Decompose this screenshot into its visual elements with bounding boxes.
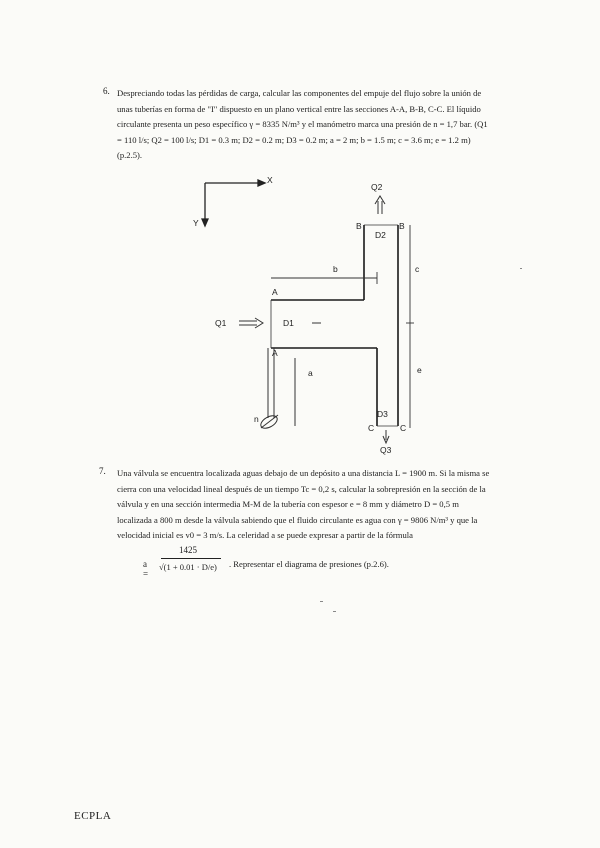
section-a-top: A [272, 287, 278, 297]
problem-7-line: Una válvula se encuentra localizada aguas debajo de un depósito a una distancia L = 1900 m. Si la misma se [117, 468, 490, 478]
d3-label: D3 [377, 409, 388, 419]
y-axis-label: Y [193, 218, 199, 228]
d2-label: D2 [375, 230, 386, 240]
problem-7-statement [117, 466, 524, 544]
manometer-label: n [254, 414, 259, 424]
dim-e-label: e [417, 365, 422, 375]
scan-speck [320, 601, 323, 602]
dim-b-line [271, 272, 377, 284]
formula-denominator: √(1 + 0.01 · D/e) [159, 562, 217, 572]
x-axis-label: X [267, 175, 273, 185]
dim-c-label: c [415, 264, 420, 274]
q1-arrow [239, 318, 263, 328]
problem-7-line: velocidad inicial es v0 = 3 m/s. La celeridad a se puede expresar a partir de la fórmula [117, 530, 413, 541]
problem-6-line: Despreciando todas las pérdidas de carga, calcular las componentes del empuje del flujo sobre la unión de [117, 88, 482, 98]
dim-a-label: a [308, 368, 313, 378]
problem-6-line: = 110 l/s; Q2 = 100 l/s; D1 = 0.3 m; D2 = 0.2 m; D3 = 0.2 m; a = 2 m; b = 1.5 m; c = 3.6 m; e = 1.2 m) [117, 134, 471, 145]
problem-6-line: circulante presenta un peso específico γ = 8335 N/m³ y el manómetro marca una presión de n = 1,7 bar. (Q1 [117, 119, 488, 130]
dim-ce-line [406, 225, 414, 428]
problem-6-line: (p.2.5). [117, 150, 143, 161]
problem-6-number: 6. [103, 86, 110, 96]
pipe-junction-diagram [185, 168, 425, 458]
formula-lhs: a = [143, 559, 149, 579]
problem-6-statement [117, 86, 524, 164]
formula-numerator: 1425 [179, 545, 197, 555]
problem-7-number: 7. [99, 466, 106, 476]
formula-tail: . Representar el diagrama de presiones (p.2.6). [229, 559, 389, 569]
section-b-right: B [399, 221, 405, 231]
manometer-gauge [259, 413, 280, 431]
section-c-right: C [400, 423, 407, 433]
section-b-left: B [356, 221, 362, 231]
problem-7-line: localizada a 800 m desde la válvula sabiendo que el fluido circulante es agua con γ = 9806 N/m³ y que la [117, 514, 478, 525]
problem-7-line: válvula y en una sección intermedia M-M de la tubería con espesor e = 8 mm y diámetro D = 0,5 m [117, 499, 459, 510]
axes [202, 180, 265, 226]
q3-arrow [383, 430, 389, 443]
q3-label: Q3 [380, 445, 392, 455]
section-a-bottom: A [272, 348, 278, 358]
footer-stamp: ECPLA [74, 810, 112, 822]
formula-bar [161, 558, 221, 559]
q1-label: Q1 [215, 318, 227, 328]
d1-label: D1 [283, 318, 294, 328]
scan-speck [333, 611, 336, 612]
manometer-tube [268, 348, 295, 426]
problem-6-line: unas tuberías en forma de "I" dispuesto en un plano vertical entre las secciones A-A, B-B, C-C. El líquido [117, 103, 481, 114]
scan-speck [520, 268, 522, 269]
dim-b-label: b [333, 264, 338, 274]
q2-arrow [375, 196, 385, 214]
section-c-left: C [368, 423, 375, 433]
problem-7-line: cierra con una velocidad lineal después de un tiempo Tc = 0,2 s, calcular la sobrepresión en la sección de la [117, 483, 486, 494]
q2-label: Q2 [371, 182, 383, 192]
